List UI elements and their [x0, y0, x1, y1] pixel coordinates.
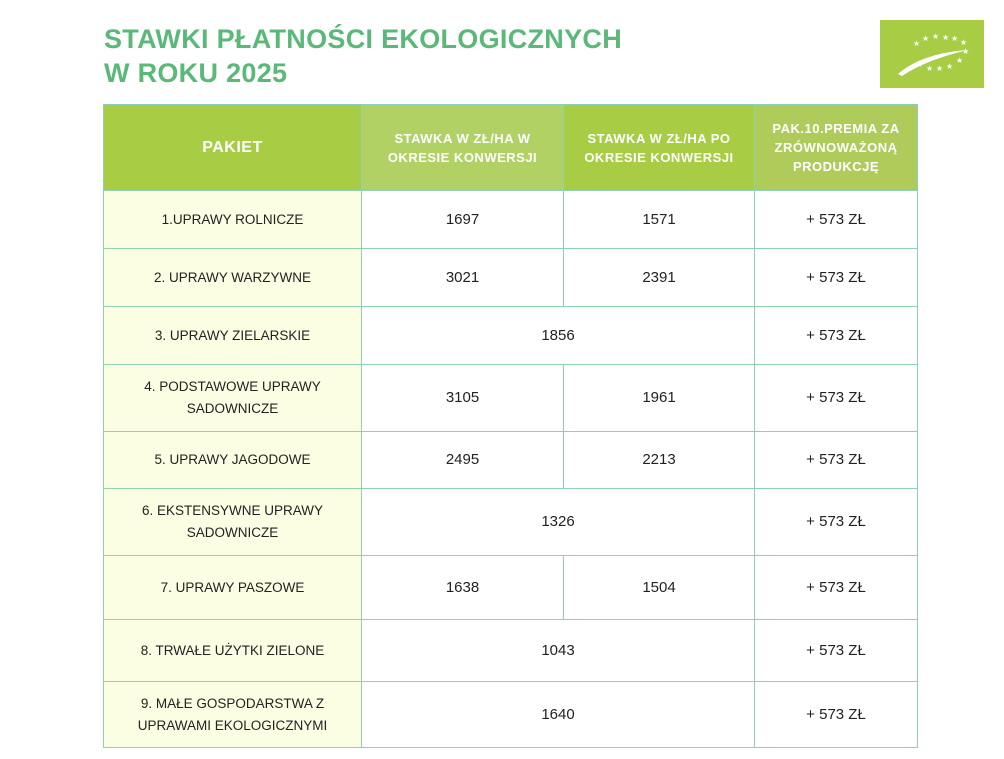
svg-text:★: ★ — [922, 34, 930, 43]
rate-conversion-cell: 3105 — [362, 365, 564, 432]
package-cell: 4. PODSTAWOWE UPRAWY SADOWNICZE — [104, 365, 362, 432]
header-premium: PAK.10.PREMIA ZA ZRÓWNOWAŻONĄ PRODUKCJĘ — [755, 105, 918, 191]
premium-cell: + 573 ZŁ — [755, 365, 918, 432]
rate-after-conversion-cell: 1961 — [564, 365, 755, 432]
title-line-2: W ROKU 2025 — [104, 58, 288, 88]
premium-cell: + 573 ZŁ — [755, 307, 918, 365]
premium-cell: + 573 ZŁ — [755, 489, 918, 556]
table-row — [104, 489, 918, 556]
svg-text:★: ★ — [936, 64, 944, 73]
header-rate-during-conversion: STAWKA W ZŁ/HA W OKRESIE KONWERSJI — [362, 105, 564, 191]
premium-cell: + 573 ZŁ — [755, 556, 918, 620]
rate-common-cell: 1640 — [362, 682, 755, 748]
svg-text:★: ★ — [962, 47, 970, 56]
rate-conversion-cell: 3021 — [362, 249, 564, 307]
premium-cell: + 573 ZŁ — [755, 620, 918, 682]
svg-text:★: ★ — [946, 62, 954, 71]
table-header-row — [104, 105, 918, 191]
table-row — [104, 682, 918, 748]
rate-conversion-cell: 2495 — [362, 432, 564, 489]
svg-text:★: ★ — [926, 64, 934, 73]
svg-text:★: ★ — [913, 39, 921, 48]
rate-common-cell: 1326 — [362, 489, 755, 556]
package-cell: 7. UPRAWY PASZOWE — [104, 556, 362, 620]
package-cell: 5. UPRAWY JAGODOWE — [104, 432, 362, 489]
table-row — [104, 620, 918, 682]
package-cell: 2. UPRAWY WARZYWNE — [104, 249, 362, 307]
eu-organic-leaf-logo-icon — [880, 20, 984, 88]
package-cell: 1.UPRAWY ROLNICZE — [104, 191, 362, 249]
package-cell: 6. EKSTENSYWNE UPRAWY SADOWNICZE — [104, 489, 362, 556]
svg-text:★: ★ — [932, 32, 940, 41]
payment-rates-table — [103, 104, 918, 748]
table-row — [104, 365, 918, 432]
rate-after-conversion-cell: 2213 — [564, 432, 755, 489]
table-row — [104, 432, 918, 489]
table-row — [104, 307, 918, 365]
premium-cell: + 573 ZŁ — [755, 682, 918, 748]
svg-text:★: ★ — [951, 34, 959, 43]
rate-after-conversion-cell: 2391 — [564, 249, 755, 307]
rate-common-cell: 1856 — [362, 307, 755, 365]
header-rate-after-conversion: STAWKA W ZŁ/HA PO OKRESIE KONWERSJI — [564, 105, 755, 191]
premium-cell: + 573 ZŁ — [755, 249, 918, 307]
package-cell: 3. UPRAWY ZIELARSKIE — [104, 307, 362, 365]
header-pakiet: PAKIET — [104, 105, 362, 191]
premium-cell: + 573 ZŁ — [755, 191, 918, 249]
table-row — [104, 556, 918, 620]
package-cell: 9. MAŁE GOSPODARSTWA Z UPRAWAMI EKOLOGICZNYMI — [104, 682, 362, 748]
package-cell: 8. TRWAŁE UŻYTKI ZIELONE — [104, 620, 362, 682]
premium-cell: + 573 ZŁ — [755, 432, 918, 489]
svg-text:★: ★ — [960, 38, 968, 47]
page-title — [104, 22, 622, 90]
table-row — [104, 191, 918, 249]
rate-after-conversion-cell: 1504 — [564, 556, 755, 620]
svg-text:★: ★ — [956, 56, 964, 65]
rate-conversion-cell: 1638 — [362, 556, 564, 620]
table-row — [104, 249, 918, 307]
svg-text:★: ★ — [942, 33, 950, 42]
rate-after-conversion-cell: 1571 — [564, 191, 755, 249]
title-line-1: STAWKI PŁATNOŚCI EKOLOGICZNYCH — [104, 24, 622, 54]
rate-conversion-cell: 1697 — [362, 191, 564, 249]
rate-common-cell: 1043 — [362, 620, 755, 682]
